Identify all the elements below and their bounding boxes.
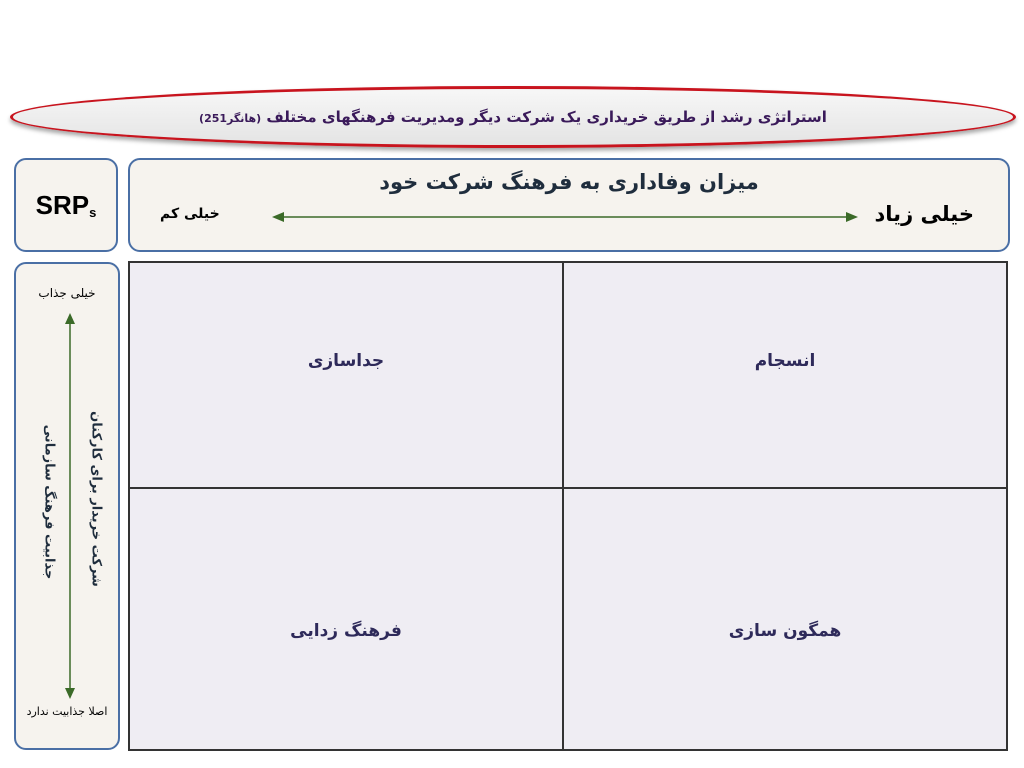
cell-separation: جداسازی [130, 263, 564, 489]
acculturation-matrix [128, 261, 1008, 751]
cell-deculturation: فرهنگ زدایی [130, 489, 564, 749]
attractiveness-axis [14, 262, 120, 750]
srps-subscript: s [89, 204, 97, 220]
cell-integration: انسجام [564, 263, 1006, 489]
srps-box [14, 158, 118, 252]
loyalty-low-label: خیلی کم [160, 206, 220, 222]
srps-label: SRPs [35, 189, 97, 220]
attractiveness-low-label: اصلا جذابیت ندارد [26, 705, 108, 718]
title-banner [10, 86, 1016, 148]
attractiveness-high-label: خیلی جذاب [38, 286, 96, 300]
loyalty-axis-header [128, 158, 1010, 252]
title-source: (هانگر251) [199, 112, 262, 125]
slide-title [199, 108, 827, 126]
attractiveness-axis-label-2: شرکت خریدار برای کارکنان [88, 411, 104, 587]
horizontal-double-arrow-icon [270, 205, 860, 229]
attractiveness-axis-label-1: جذابیت فرهنگ سازمانی [41, 424, 57, 580]
title-main: استراتژی رشد از طریق خریداری یک شرکت دیگر ومدیریت فرهنگهای مختلف [266, 108, 827, 126]
loyalty-high-label: خیلی زیاد [874, 202, 974, 226]
loyalty-axis-title: میزان وفاداری به فرهنگ شرکت خود [379, 170, 759, 194]
cell-assimilation: همگون سازی [564, 489, 1006, 749]
vertical-double-arrow-icon [62, 312, 78, 700]
